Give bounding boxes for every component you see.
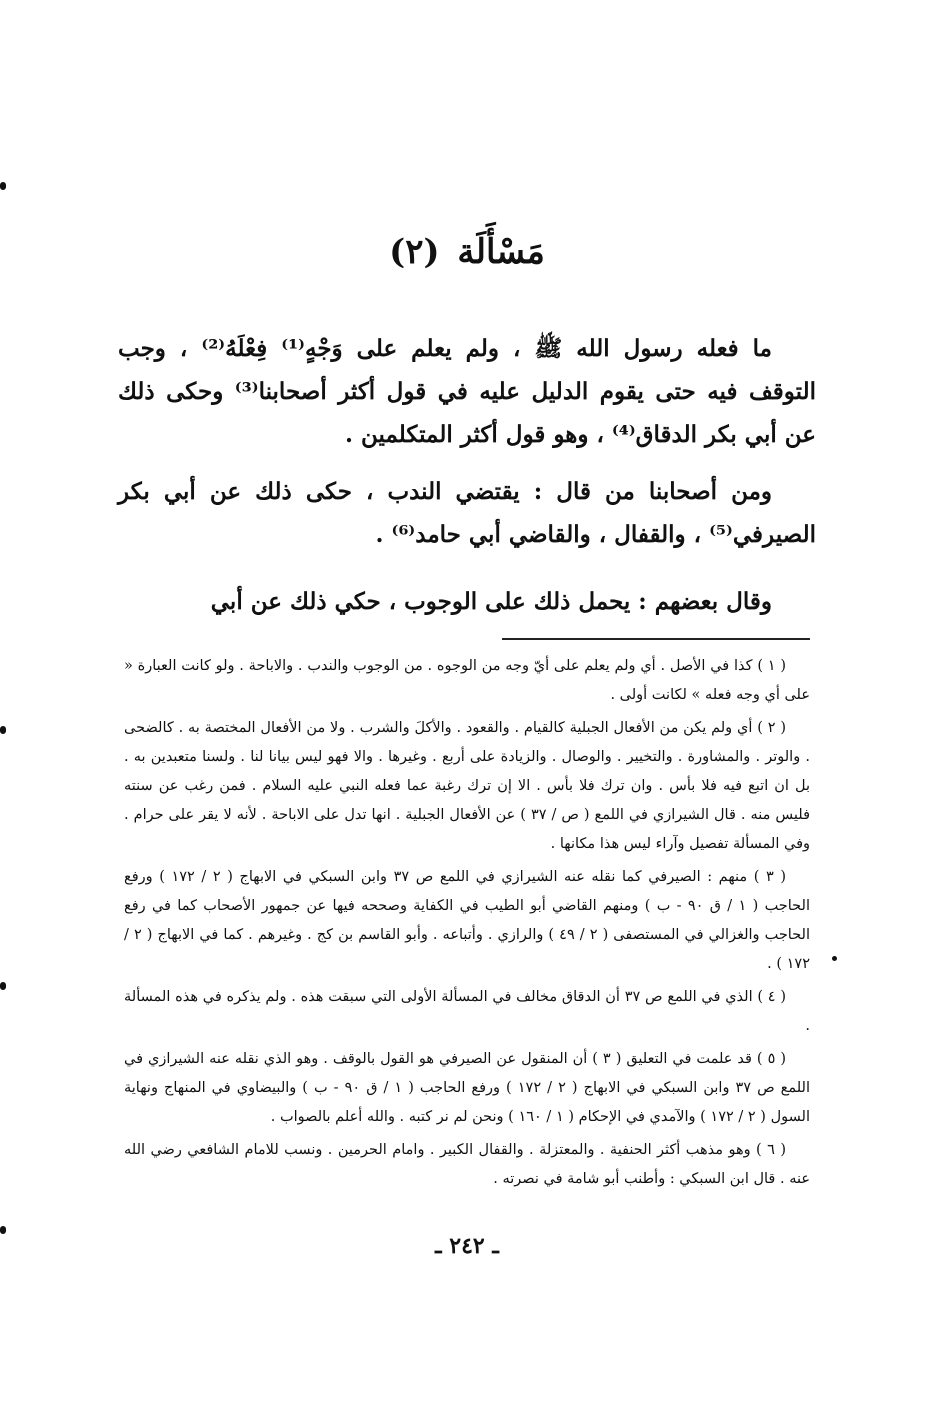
scan-mark [0, 726, 6, 734]
footnote: ( ٥ ) قد علمت في التعليق ( ٣ ) أن المنقول عن الصيرفي هو القول بالوقف . وهو الذي نقله عنه الشيرازي في اللمع ص ٣٧ وابن السبكي في الابهاج ( ٢ / ١٧٢ ) ورفع الحاجب ( ١ / ق ٩٠ - ب ) والبيضاوي في المنهاج ونهاية السول ( ٢ / ١٧٢ ) والآمدي في الإحكام ( ١ / ١٦٠ ) ونحن لم نر كتبه . والله أعلم بالصواب . [124, 1051, 810, 1125]
footnote-separator [502, 638, 810, 640]
footnote: ( ٢ ) أي ولم يكن من الأفعال الجبلية كالقيام . والقعود . والأكلَ والشرب . ولا من الأفعال المختصة به . كالضحى . والوتر . والمشاورة . والتخيير . والوصال . والزيادة على أربع . وغيرها . والا فهو ليس بيانا لنا . ولسنا متعبدين به . بل ان اتبع فيه فلا بأس . وان ترك فلا بأس . الا إن ترك رغبة عما فعله النبي عليه السلام . فمن رغب عن سنته فليس منه . قال الشيرازي في اللمع ( ص / ٣٧ ) عن الأفعال الجبلية . انها تدل على الاباحة . لأنه لا يقر على حرام . وفي المسألة تفصيل وآراء ليس هذا مكانها . [124, 720, 810, 852]
main-paragraph: وقال بعضهم : يحمل ذلك على الوجوب ، حكي ذلك عن أبي [210, 588, 772, 615]
scan-mark [0, 982, 6, 990]
main-text [118, 327, 816, 623]
scan-mark [0, 182, 6, 190]
page-number: ـ ٢٤٢ ـ [435, 1233, 499, 1259]
heading-label: مَسْأَلَة [457, 232, 545, 272]
scan-mark [0, 1226, 6, 1234]
footnote: ( ٤ ) الذي في اللمع ص ٣٧ أن الدقاق مخالف في المسألة الأولى التي سبقت هذه . ولم يذكره في هذه المسألة . [124, 989, 810, 1034]
footnote: ( ٣ ) منهم : الصيرفي كما نقله عنه الشيرازي في اللمع ص ٣٧ وابن السبكي في الابهاج ( ٢ / ١٧٢ ) ورفع الحاجب ( ١ / ق ٩٠ - ب ) ومنهم القاضي أبو الطيب في الكفاية وصححه فيها عن جمهور الأصحاب كما في رفع الحاجب والغزالي في المستصفى ( ٢ / ٤٩ ) والرازي . وأتباعه . وأبو القاسم بن كج . وغيرهم . كما في الابهاج ( ٢ / ١٧٢ ) . [124, 869, 811, 972]
footnote: ( ١ ) كذا في الأصل . أي ولم يعلم على أيّ وجه من الوجوه . من الوجوب والندب . والاباحة . ولو كانت العبارة « على أي وجه فعله » لكانت أولى . [124, 658, 810, 703]
main-paragraph: ومن أصحابنا من قال : يقتضي الندب ، حكى ذلك عن أبي بكر الصيرفي⁽⁵⁾ ، والقفال ، والقاضي أبي حامد⁽⁶⁾ . [118, 478, 816, 548]
main-paragraph: ما فعله رسول الله ﷺ ، ولم يعلم على وَجْهٍ⁽¹⁾ فِعْلَهُ⁽²⁾ ، وجب التوقف فيه حتى يقوم الدليل عليه في قول أكثر أصحابنا⁽³⁾ وحكى ذلك عن أبي بكر الدقاق⁽⁴⁾ ، وهو قول أكثر المتكلمين . [118, 335, 816, 448]
footnote: ( ٦ ) وهو مذهب أكثر الحنفية . والمعتزلة . والقفال الكبير . وامام الحرمين . ونسب للامام الشافعي رضي الله عنه . قال ابن السبكي : وأطنب أبو شامة في نصرته . [124, 1142, 810, 1187]
footnotes [124, 652, 810, 1198]
section-heading [0, 232, 934, 272]
scan-mark [832, 956, 837, 961]
heading-number: (٢) [389, 232, 440, 272]
